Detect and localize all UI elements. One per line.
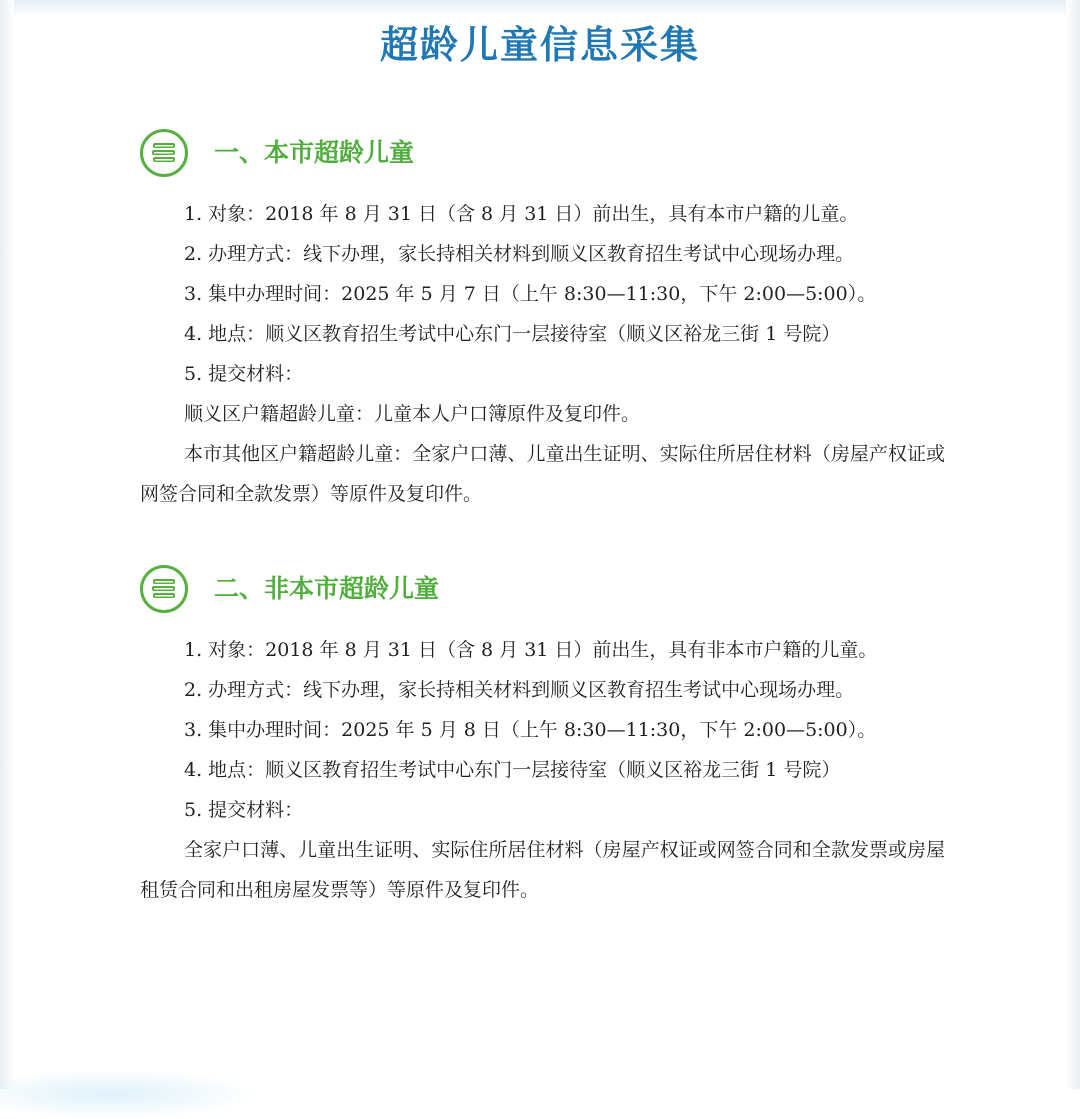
list-item: 2. 办理方式：线下办理，家长持相关材料到顺义区教育招生考试中心现场办理。 [184,679,855,701]
list-item: 4. 地点：顺义区教育招生考试中心东门一层接待室（顺义区裕龙三街 1 号院） [184,323,841,345]
section-heading: 二、非本市超龄儿童 [214,574,440,603]
list-item: 3. 集中办理时间：2025 年 5 月 8 日（上午 8:30—11:30，下午 2:00—5:00）。 [184,719,877,741]
page-frame-left [0,0,14,1089]
bottom-decoration [0,1069,260,1119]
book-stack-icon [140,129,188,177]
list-item: 1. 对象：2018 年 8 月 31 日（含 8 月 31 日）前出生，具有非本市户籍的儿童。 [184,639,878,661]
section-heading: 一、本市超龄儿童 [214,138,415,167]
materials-paragraph: 顺义区户籍超龄儿童：儿童本人户口簿原件及复印件。 [184,403,641,425]
list-item: 3. 集中办理时间：2025 年 5 月 7 日（上午 8:30—11:30，下午 2:00—5:00）。 [184,283,877,305]
list-item: 5. 提交材料： [184,799,304,821]
section-header [140,129,740,179]
materials-paragraph: 全家户口薄、儿童出生证明、实际住所居住材料（房屋产权证或网签合同和全款发票或房屋租赁合同和出租房屋发票等）等原件及复印件。 [140,839,945,901]
section-header [140,565,740,615]
list-item: 5. 提交材料： [184,363,304,385]
list-item: 2. 办理方式：线下办理，家长持相关材料到顺义区教育招生考试中心现场办理。 [184,243,855,265]
list-item: 4. 地点：顺义区教育招生考试中心东门一层接待室（顺义区裕龙三街 1 号院） [184,759,841,781]
page-frame-right [1066,0,1080,1089]
page-title: 超龄儿童信息采集 [379,23,700,67]
materials-paragraph: 本市其他区户籍超龄儿童：全家户口薄、儿童出生证明、实际住所居住材料（房屋产权证或网签合同和全款发票）等原件及复印件。 [140,443,945,505]
section-nonlocal-body [140,630,945,910]
list-item: 1. 对象：2018 年 8 月 31 日（含 8 月 31 日）前出生，具有本市户籍的儿童。 [184,203,859,225]
book-stack-icon [140,565,188,613]
section-local-body [140,194,945,514]
